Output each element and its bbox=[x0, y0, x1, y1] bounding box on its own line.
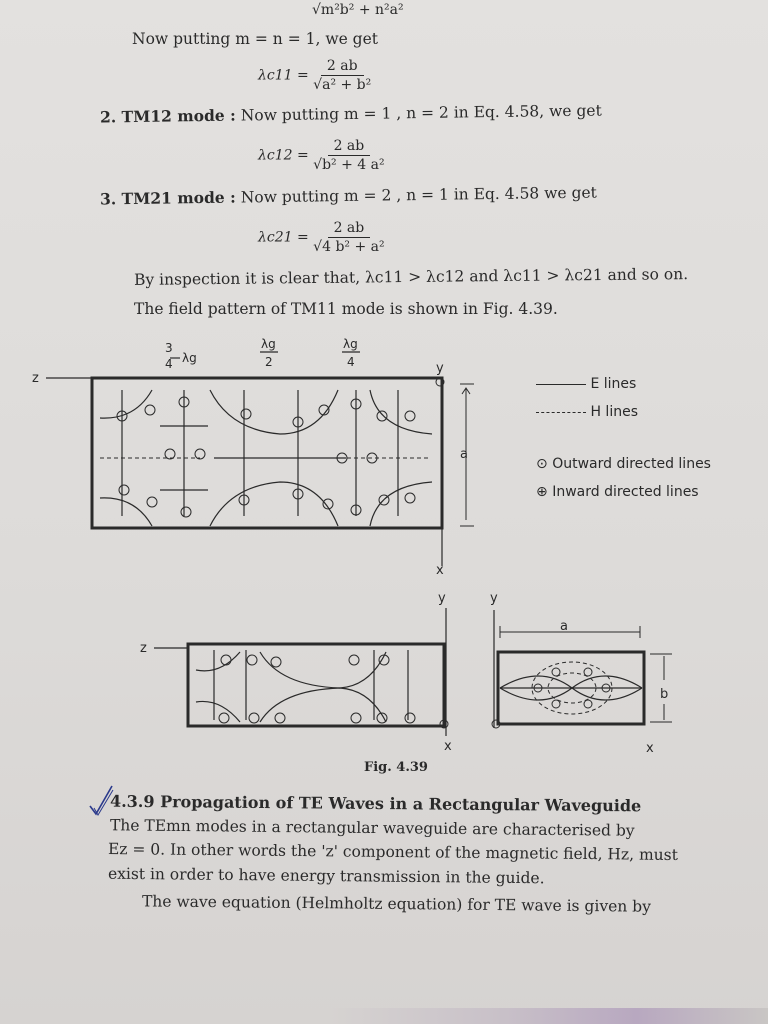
paragraph-1-line-1: The TEmn modes in a rectangular waveguide are characterised by bbox=[109, 816, 635, 840]
axis-y-label-top: y bbox=[436, 361, 444, 376]
inspection-line: By inspection it is clear that, λc11 > λc12 and λc11 > λc21 and so on. bbox=[133, 265, 689, 289]
figure-4-39 bbox=[0, 330, 768, 770]
top-waveguide bbox=[46, 378, 474, 566]
page-bottom-shadow bbox=[330, 1008, 768, 1024]
axis-z-label-bottom: z bbox=[140, 641, 147, 656]
legend-h-lines bbox=[536, 404, 638, 420]
paragraph-1-line-2: Ez = 0. In other words the 'z' component of the magnetic field, Hz, must bbox=[107, 840, 678, 864]
legend-h-label: H lines bbox=[590, 404, 638, 420]
lambda-quarter-num: λg bbox=[343, 337, 358, 351]
equation-denominator: √4 b² + a² bbox=[313, 239, 385, 255]
inward-icon: ⊕ bbox=[536, 484, 548, 500]
equation-fraction bbox=[313, 220, 384, 255]
legend-h-swatch bbox=[536, 412, 586, 413]
axis-a-label: a bbox=[460, 447, 468, 462]
lambda-three-quarter-num: 3 bbox=[165, 341, 173, 355]
tm21-mode-line bbox=[100, 183, 597, 209]
paragraph-2-line-1: The wave equation (Helmholtz equation) for TE wave is given by bbox=[141, 892, 651, 916]
axis-x-label-bottom: x bbox=[444, 739, 452, 754]
lambda-three-quarter-den: 4 bbox=[165, 357, 173, 371]
field-pattern-line: The field pattern of TM11 mode is shown in Fig. 4.39. bbox=[134, 300, 558, 318]
lambda-three-quarter-sym: λg bbox=[182, 351, 197, 365]
equation-numerator: 2 ab bbox=[328, 220, 371, 238]
equation-lhs: λc11 = bbox=[258, 67, 309, 84]
lambda-half-den: 2 bbox=[265, 355, 273, 369]
tm12-mode-line bbox=[100, 100, 602, 126]
legend-inward-label: Inward directed lines bbox=[552, 484, 699, 500]
legend-outward bbox=[536, 456, 711, 472]
axis-z-label-top: z bbox=[32, 371, 39, 386]
axis-x-label-cross: x bbox=[646, 741, 654, 756]
legend-outward-label: Outward directed lines bbox=[552, 456, 711, 472]
tm12-mode-heading: 2. TM12 mode : bbox=[99, 105, 236, 127]
lambda-quarter-den: 4 bbox=[347, 355, 355, 369]
field-pattern-diagram bbox=[0, 330, 768, 770]
equation-lhs: λc12 = bbox=[258, 147, 309, 164]
now-putting-line: Now putting m = n = 1, we get bbox=[132, 30, 379, 48]
axis-b-label: b bbox=[660, 687, 669, 702]
equation-denominator: √b² + 4 a² bbox=[313, 157, 385, 173]
equation-numerator: 2 ab bbox=[328, 138, 371, 156]
equation-lambda-c21 bbox=[258, 220, 385, 255]
equation-fraction bbox=[313, 58, 371, 93]
tm21-mode-heading: 3. TM21 mode : bbox=[99, 187, 236, 209]
axis-a-label-cross: a bbox=[560, 619, 568, 634]
legend-e-lines bbox=[536, 376, 636, 392]
figure-caption: Fig. 4.39 bbox=[364, 760, 428, 775]
cross-section-waveguide bbox=[492, 610, 672, 728]
equation-lambda-c11 bbox=[258, 58, 371, 93]
axis-y-label-bottom: y bbox=[438, 591, 446, 606]
paragraph-1-line-3: exist in order to have energy transmission in the guide. bbox=[107, 864, 545, 888]
equation-denominator: √a² + b² bbox=[313, 77, 372, 93]
outward-icon: ⊙ bbox=[536, 456, 548, 472]
tm21-mode-text: Now putting m = 2 , n = 1 in Eq. 4.58 we get bbox=[240, 183, 597, 207]
legend-e-swatch bbox=[536, 384, 586, 385]
axis-x-label-top: x bbox=[436, 563, 444, 578]
axis-y-label-cross: y bbox=[490, 591, 498, 606]
legend-inward bbox=[536, 484, 699, 500]
equation-numerator: 2 ab bbox=[321, 58, 364, 76]
equation-lhs: λc21 = bbox=[258, 229, 309, 246]
bottom-left-waveguide bbox=[154, 608, 448, 736]
section-heading: 4.3.9 Propagation of TE Waves in a Rectangular Waveguide bbox=[109, 791, 642, 816]
lambda-half-num: λg bbox=[261, 337, 276, 351]
legend-e-label: E lines bbox=[590, 376, 637, 392]
equation-fraction bbox=[313, 138, 384, 173]
equation-lambda-c12 bbox=[258, 138, 385, 173]
top-formula: √m²b² + n²a² bbox=[312, 2, 404, 18]
tm12-mode-text: Now putting m = 1 , n = 2 in Eq. 4.58, we get bbox=[240, 101, 602, 125]
